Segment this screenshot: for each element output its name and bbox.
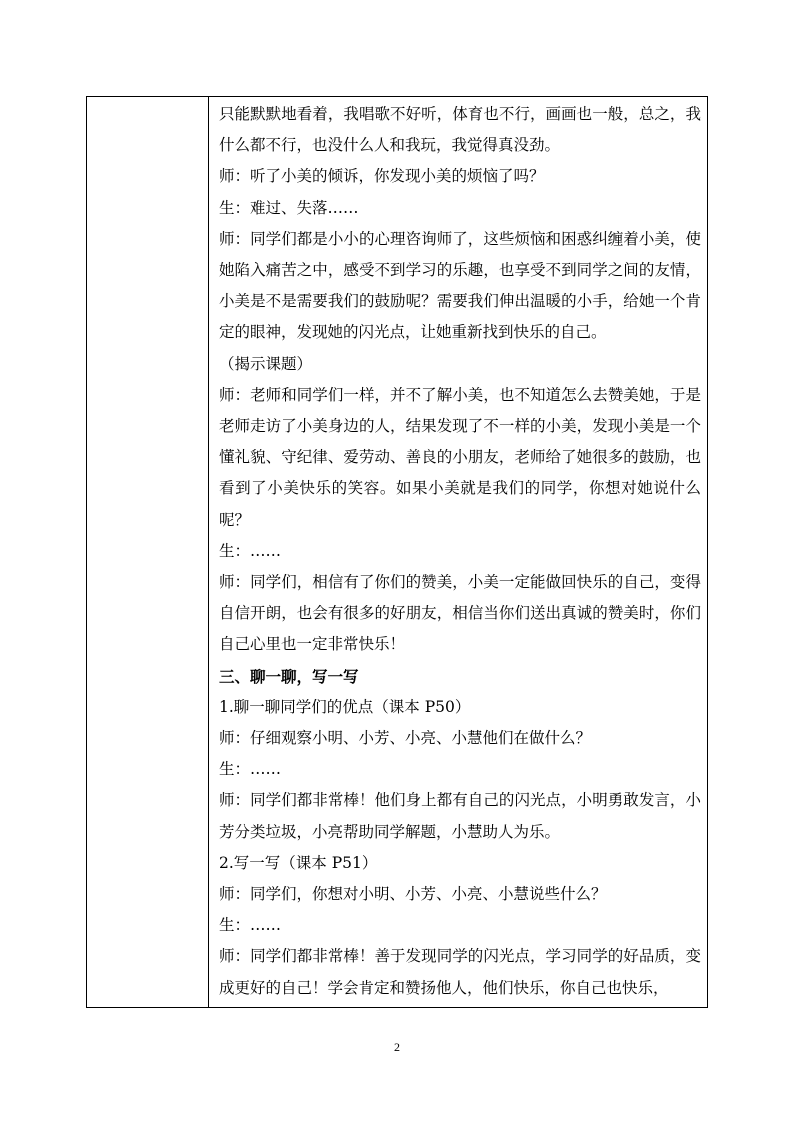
paragraph: 1.聊一聊同学们的优点（课本 P50） xyxy=(219,697,471,716)
paragraph: 师：听了小美的倾诉，你发现小美的烦恼了吗？ xyxy=(219,167,545,186)
paragraph: 师：同学们都非常棒！他们身上都有自己的闪光点，小明勇敢发言，小芳分类垃圾，小亮帮助同学解题，小慧助人为乐。 xyxy=(219,791,701,841)
left-empty-cell xyxy=(87,97,209,1008)
paragraph: 2.写一写（课本 P51） xyxy=(219,853,378,872)
paragraph: 生：难过、失落…… xyxy=(219,198,359,217)
paragraph: （揭示课题） xyxy=(219,354,313,373)
paragraph: 生：…… xyxy=(219,541,282,560)
table-row xyxy=(87,97,708,1008)
paragraph: 师：同学们，相信有了你们的赞美，小美一定能做回快乐的自己，变得自信开朗，也会有很多的好朋友，相信当你们送出真诚的赞美时，你们自己心里也一定非常快乐！ xyxy=(219,573,701,654)
page-number: 2 xyxy=(394,1040,400,1054)
paragraph: 生：…… xyxy=(219,916,282,935)
paragraph: 师：同学们都是小小的心理咨询师了，这些烦恼和困惑纠缠着小美，使她陷入痛苦之中，感受不到学习的乐趣，也享受不到同学之间的友情，小美是不是需要我们的鼓励呢？需要我们伸出温暖的小手，给她一个肯定的眼神，发现她的闪光点，让她重新找到快乐的自己。 xyxy=(219,229,701,342)
paragraph: 生：…… xyxy=(219,760,282,779)
paragraph: 师：同学们都非常棒！善于发现同学的闪光点，学习同学的好品质，变成更好的自己！学会肯定和赞扬他人，他们快乐，你自己也快乐， xyxy=(219,947,701,997)
section-heading: 三、聊一聊，写一写 xyxy=(219,666,359,686)
lesson-table xyxy=(86,96,708,1008)
paragraph: 只能默默地看着，我唱歌不好听，体育也不行，画画也一般，总之，我什么都不行，也没什么人和我玩，我觉得真没劲。 xyxy=(219,105,701,155)
paragraph: 师：仔细观察小明、小芳、小亮、小慧他们在做什么？ xyxy=(219,729,592,748)
content-cell xyxy=(209,97,708,1008)
paragraph: 师：同学们，你想对小明、小芳、小亮、小慧说些什么？ xyxy=(219,885,607,904)
paragraph-list xyxy=(219,99,701,1004)
paragraph: 师：老师和同学们一样，并不了解小美，也不知道怎么去赞美她，于是老师走访了小美身边的人，结果发现了不一样的小美，发现小美是一个懂礼貌、守纪律、爱劳动、善良的小朋友，老师给了她很多的鼓励，也看到了小美快乐的笑容。如果小美就是我们的同学，你想对她说什么呢？ xyxy=(219,385,701,529)
